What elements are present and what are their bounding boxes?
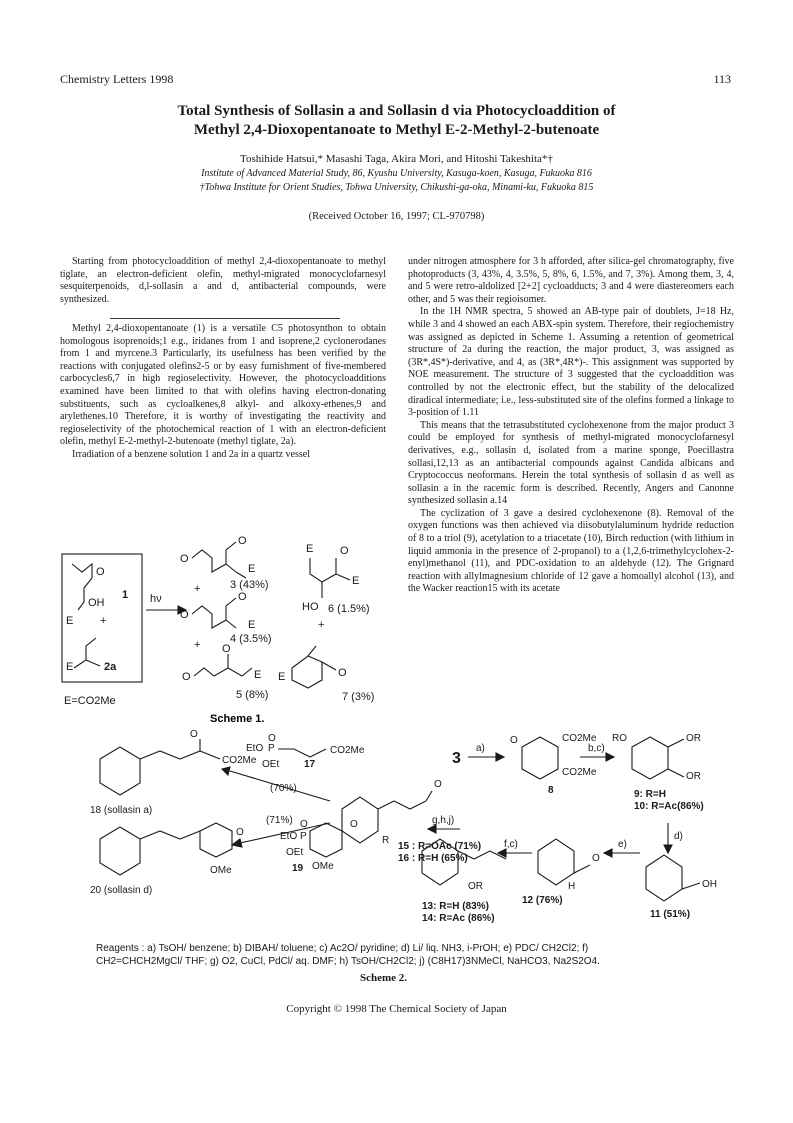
plus-3: +	[318, 619, 325, 631]
p6-e2: E	[352, 575, 360, 587]
s2-12-label: 12 (76%)	[522, 895, 563, 906]
cpd1-o: O	[96, 566, 105, 578]
p3-o2: O	[238, 535, 247, 547]
abstract-divider	[110, 318, 340, 319]
s2-15-o: O	[434, 779, 442, 790]
affiliation-2: †Tohwa Institute for Orient Studies, Tohwa University, Chikushi-ga-oka, Minami-ku, Fukuoka 815	[199, 182, 594, 193]
s2-9-ro: RO	[612, 733, 627, 744]
received-date: (Received October 16, 1997; CL-970798)	[308, 211, 485, 222]
cpd1-label: 1	[122, 589, 129, 601]
s2-8-label: 8	[548, 785, 554, 796]
s2-19-o: O	[300, 819, 308, 830]
title-line-2: Methyl 2,4-Dioxopentanoate to Methyl E-2-Methyl-2-butenoate	[193, 122, 600, 138]
right-column-body	[408, 256, 734, 596]
s2-17-co2me: CO2Me	[330, 745, 365, 756]
right-paragraph-1: under nitrogen atmosphere for 3 h afforded, after silica-gel chromatography, five photoproducts (3, 43%, 4, 3.5%, 5, 8%, 6, 1.5%, and 7, 3%). Among them, 3, 4, and 5 were retro-aldolized [2+2] cycloadducts; 3 and 4 were diastereomers each other, and 5 was their regioisomer.	[408, 256, 734, 305]
s2-8-o: O	[510, 735, 518, 746]
s2-arrow-fc: f,c)	[504, 839, 518, 850]
p5-label: 5 (8%)	[236, 689, 269, 701]
s2-9-or: OR	[686, 733, 701, 744]
cpd2a-e: E	[66, 661, 74, 673]
s2-15-r: R	[382, 835, 390, 846]
scheme-1-caption: Scheme 1.	[210, 713, 265, 725]
s2-15-label: 15 : R=OAc (71%)	[398, 841, 482, 852]
plus-1: +	[194, 583, 201, 595]
s2-arrow-e: e)	[618, 839, 627, 850]
right-paragraph-4: The cyclization of 3 gave a desired cyclohexenone (8). Removal of the oxygen functions was then achieved via diisobutylaluminum hydride reduction of 8 to a triol (9), acetylation to a triacetate (10), Birch reduction (with lithium in liquid ammonia in the presence of 2-propanol) to a (1,2,6-trimethylcyclohex-2-enyl)methanol (11), and PDC-oxidation to an aldehyde (12). The Grignard reaction with allylmagnesium chloride of 12 gave a homoallyl alcohol (13), and the Wacker reaction15 with its acetate	[408, 507, 734, 595]
s2-14-label: 14: R=Ac (86%)	[422, 913, 495, 924]
s2-8-co2me-2: CO2Me	[562, 767, 597, 778]
authors: Toshihide Hatsui,* Masashi Taga, Akira Mori, and Hitoshi Takeshita*†	[240, 153, 553, 165]
s2-pct70: (70%)	[270, 783, 297, 794]
p6-label: 6 (1.5%)	[328, 603, 370, 615]
p7-label: 7 (3%)	[342, 691, 375, 703]
s2-17-oet: OEt	[262, 759, 280, 770]
hv-label: hν	[150, 593, 162, 605]
plus-reactants: +	[100, 615, 107, 627]
s2-19-eto: EtO	[280, 831, 298, 842]
s2-17-p: P	[268, 743, 275, 754]
s2-18-co2me: CO2Me	[222, 755, 257, 766]
s2-18-o: O	[190, 729, 198, 740]
s2-20-label: 20 (sollasin d)	[90, 885, 153, 896]
p7-e: E	[278, 671, 286, 683]
s2-17-label: 17	[304, 759, 316, 770]
s2-18-label: 18 (sollasin a)	[90, 805, 153, 816]
p6-o: O	[340, 545, 349, 557]
abstract-text: Starting from photocycloaddition of methyl 2,4-dioxopentanoate to methyl tiglate, an electron-deficient olefin, methyl-migrated monocyclofarnesyl sesquiterpenoids, d,l-sollasin a and d, antibacterial compounds, were synthesized.	[60, 256, 386, 305]
s2-9-or2: OR	[686, 771, 701, 782]
s2-16-label: 16 : R=H (65%)	[398, 853, 468, 864]
scheme-2-figure	[60, 727, 733, 939]
s2-19-o2: O	[350, 819, 358, 830]
reagents-line-1: Reagents : a) TsOH/ benzene; b) DIBAH/ toluene; c) Ac2O/ pyridine; d) Li/ liq. NH3, i-PrOH; e) PDC/ CH2Cl2; f)	[96, 943, 589, 954]
p3-e: E	[248, 563, 256, 575]
title-line-1: Total Synthesis of Sollasin a and Sollasin d via Photocycloaddition of	[177, 103, 616, 119]
cpd1-oh: OH	[88, 597, 105, 609]
s2-17-o: O	[268, 733, 276, 744]
reagents-line-2: CH2=CHCH2MgCl/ THF; g) O2, CuCl, PdCl/ aq. DMF; h) TsOH/CH2Cl2; j) (C8H17)3NMeCl, NaHCO3, Na2S2O4.	[96, 956, 600, 967]
right-paragraph-2: In the 1H NMR spectra, 5 showed an AB-type pair of doublets, J=18 Hz, while 3 and 4 showed an each ABX-spin system. Therefore, their regiochemistry was assigned as depicted in Scheme 1. Assuming a retention of geometrical structure of 2a during the reaction, the major product, 3, was assigned as (3R*,4S*)-derivative, and 4, as (3R*,4R*)-. This assignment was supported by NOE measurement. The structure of 3 suggested that the cycloaddition was controlled by not the electronic effect, but the stability of the delocalized diradical intermediate; i.e., less-substituted site of the olefins formed a linkage to 3-position of 1.11	[408, 306, 734, 419]
s2-19-label: 19	[292, 863, 304, 874]
p4-label: 4 (3.5%)	[230, 633, 272, 645]
article-title	[60, 102, 733, 140]
s2-arrow-a: a)	[476, 743, 485, 754]
s2-19-p: P	[300, 831, 307, 842]
scheme-1-figure	[60, 528, 405, 726]
s2-arrow-d: d)	[674, 831, 683, 842]
copyright-footer: Copyright © 1998 The Chemical Society of Japan	[286, 1003, 507, 1015]
s2-arrow-ghj: g,h,j)	[432, 815, 455, 826]
p3-label: 3 (43%)	[230, 579, 269, 591]
plus-2: +	[194, 639, 201, 651]
s2-8-co2me: CO2Me	[562, 733, 597, 744]
scheme-2-reagents	[96, 942, 716, 968]
s2-arrow-bc: b,c)	[588, 743, 605, 754]
p5-o2: O	[222, 643, 231, 655]
p6-ho: HO	[302, 601, 319, 613]
s2-20-ome: OMe	[210, 865, 232, 876]
running-header-journal: Chemistry Letters 1998	[60, 72, 174, 86]
s2-19-ome: OMe	[312, 861, 334, 872]
s2-10-label: 10: R=Ac(86%)	[634, 801, 704, 812]
p7-o: O	[338, 667, 347, 679]
s2-17-eto: EtO	[246, 743, 264, 754]
cpd1-e: E	[66, 615, 74, 627]
p6-e: E	[306, 543, 314, 555]
p5-e: E	[254, 669, 262, 681]
s2-13-label: 13: R=H (83%)	[422, 901, 489, 912]
s2-12-h: H	[568, 881, 576, 892]
s2-pct71: (71%)	[266, 815, 293, 826]
right-paragraph-3: This means that the tetrasubstituted cyclohexenone from the major product 3 could be employed for synthesis of methyl-migrated monocyclofarnesyl derivatives, e.g., sollasin d, isolated from a marine sponge, Poecillastra sollasi,12,13 as an antibacterial compounds against Candida albicans and Cryptococcus neoformans. Herein the total synthesis of sollasin d as well as sollasin a in the racemic form is described. Recently, Angers and Canonne synthesized sollasin a.14	[408, 419, 734, 507]
e-definition: E=CO2Me	[64, 695, 116, 707]
abstract	[60, 256, 386, 306]
p4-e: E	[248, 619, 256, 631]
s2-11-oh: OH	[702, 879, 717, 890]
cpd2a-label: 2a	[104, 661, 117, 673]
s2-13-or: OR	[468, 881, 483, 892]
p4-o: O	[180, 609, 189, 621]
p4-o2: O	[238, 591, 247, 603]
s2-9-label: 9: R=H	[634, 789, 666, 800]
left-paragraph-2: Irradiation of a benzene solution 1 and 2a in a quartz vessel	[72, 448, 310, 460]
left-column-body	[60, 323, 386, 462]
s2-20-o: O	[236, 827, 244, 838]
p5-o: O	[182, 671, 191, 683]
p3-o: O	[180, 553, 189, 565]
page-number: 113	[713, 72, 731, 86]
s2-11-label: 11 (51%)	[650, 909, 691, 920]
affiliation-1: Institute of Advanced Material Study, 86, Kyushu University, Kasuga-koen, Kasuga, Fukuoka 816	[201, 168, 592, 179]
left-paragraph-1: Methyl 2,4-dioxopentanoate (1) is a versatile C5 photosynthon to obtain homologous isoprenoids;1 e.g., iridanes from 1 and isoprene,2 cyclonerodanes from 1 and myrcene.3 Particularly, its usefulness has been verified by the reactions with conjugated olefins2-5 or by easy furnishment of five-membered carbocycles6,7 in high regioselectivity. However, the photocycloadditions examined have been limited to that with olefins having electron-donating substituents, such as cycloalkenes,8 alkyl- and alkoxy-ethenes,9 and arylethenes.10 Therefore, it is worthy of investigating the reactivity and regioselectivity of the photochemical reaction of 1 with an electron-deficient olefin, methyl E-2-methyl-2-butenoate (methyl tiglate, 2a).	[60, 323, 386, 448]
scheme-2-caption: Scheme 2.	[360, 972, 408, 984]
s2-12-o: O	[592, 853, 600, 864]
s2-19-oet: OEt	[286, 847, 304, 858]
s2-cpd3: 3	[452, 750, 461, 767]
